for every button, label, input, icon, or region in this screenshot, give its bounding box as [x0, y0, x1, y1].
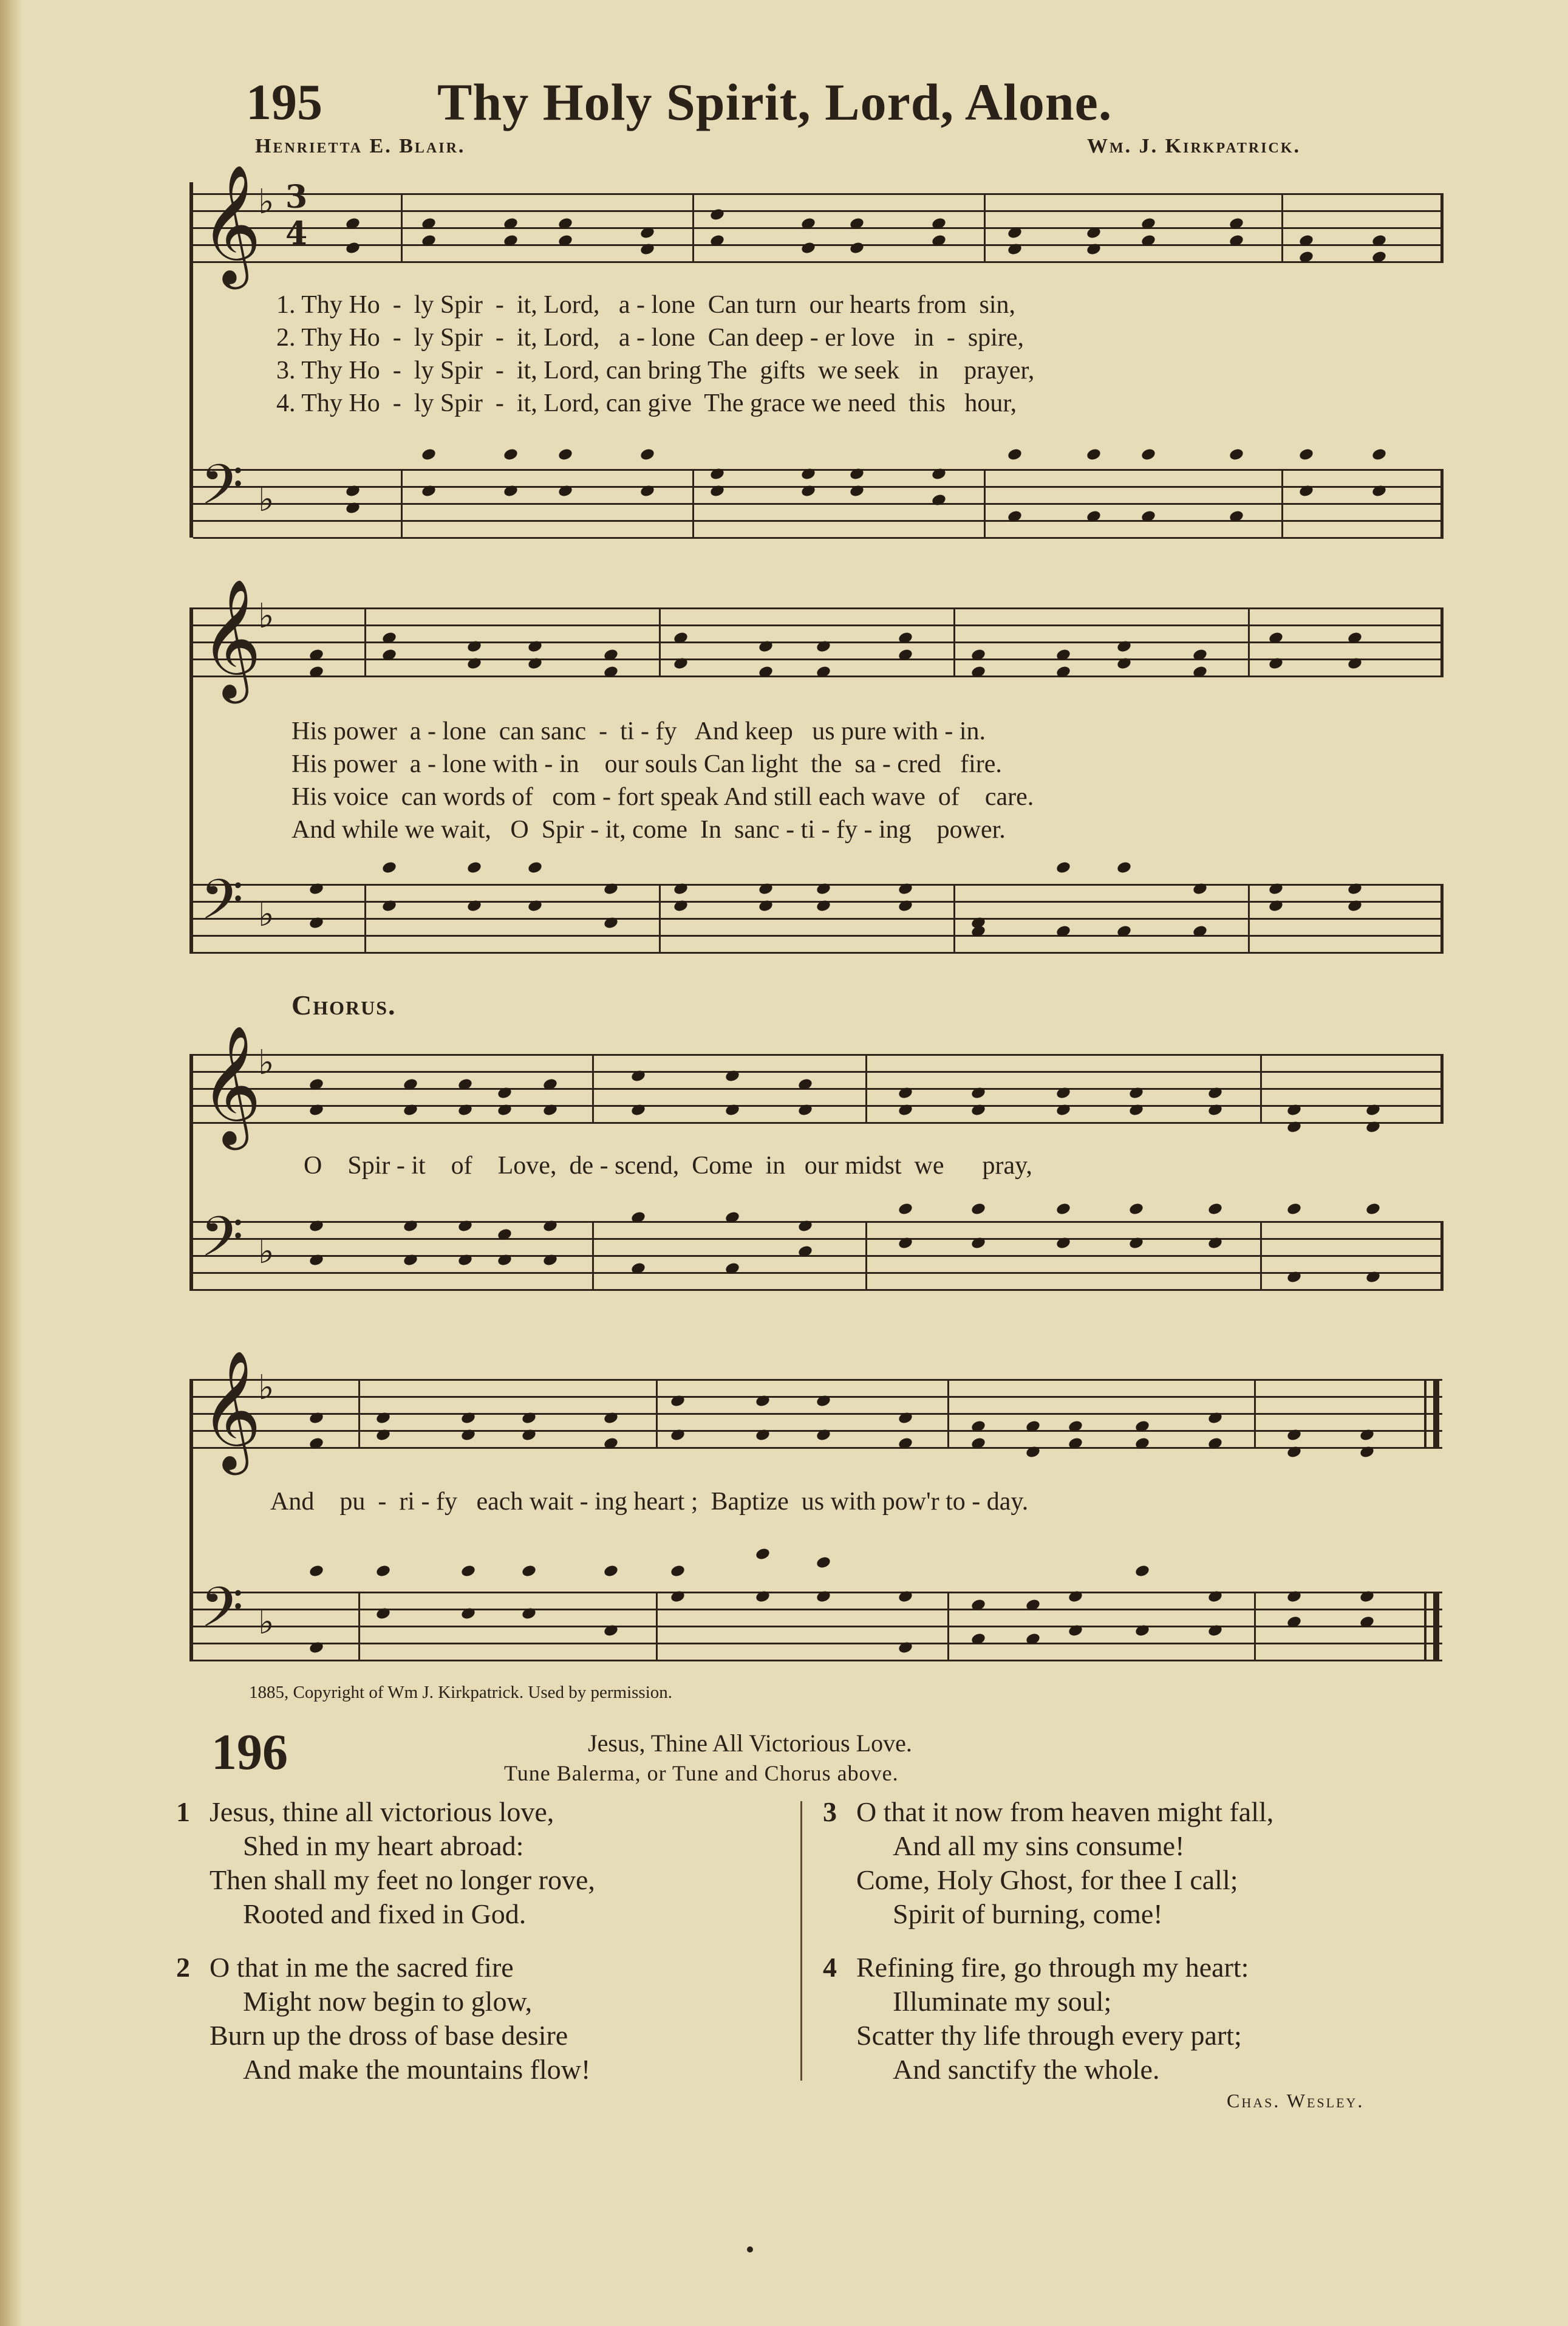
stanza-number: 2	[176, 1952, 190, 1983]
stanza-line: And sanctify the whole.	[893, 2054, 1160, 2085]
key-signature-flat-icon: ♭	[258, 1603, 274, 1642]
treble-clef-icon: 𝄞	[200, 578, 262, 699]
key-signature-flat-icon: ♭	[258, 182, 274, 222]
stanza-line: Scatter thy life through every part;	[856, 2020, 1242, 2051]
stanza-line: And all my sins consume!	[893, 1830, 1185, 1861]
lyric-line: His power a - lone can sanc - ti - fy And keep us pure with - in.	[291, 717, 986, 745]
key-signature-flat-icon: ♭	[258, 480, 274, 519]
column-divider	[800, 1801, 802, 2081]
hymn-number: 195	[246, 74, 322, 131]
page-binding-edge	[0, 0, 23, 2326]
lyric-line: 3. Thy Ho - ly Spir - it, Lord, can bring The gifts we seek in prayer,	[276, 357, 1035, 385]
stanza-line: Illuminate my soul;	[893, 1986, 1112, 2017]
stanza-line: Come, Holy Ghost, for thee I call;	[856, 1864, 1238, 1895]
bass-clef-icon: 𝄢	[200, 453, 244, 530]
copyright-notice: 1885, Copyright of Wm J. Kirkpatrick. Used by permission.	[249, 1683, 673, 1702]
stanza-line: O that it now from heaven might fall,	[856, 1796, 1274, 1827]
key-signature-flat-icon: ♭	[258, 597, 274, 636]
lyric-line: 2. Thy Ho - ly Spir - it, Lord, a - lone Can deep - er love in - spire,	[276, 324, 1024, 352]
hymn-author: Chas. Wesley.	[1227, 2090, 1365, 2112]
key-signature-flat-icon: ♭	[258, 895, 274, 934]
lyric-line: His power a - lone with - in our souls Can light the sa - cred fire.	[291, 750, 1002, 778]
lyric-line: His voice can words of com - fort speak And still each wave of care.	[291, 783, 1034, 811]
tune-note: Tune Balerma, or Tune and Chorus above.	[504, 1761, 899, 1785]
bass-clef-icon: 𝄢	[200, 1575, 244, 1653]
stanza-number: 4	[823, 1952, 837, 1983]
key-signature-flat-icon: ♭	[258, 1368, 274, 1408]
composer: Wm. J. Kirkpatrick.	[1087, 135, 1301, 157]
chorus-lyric-line: And pu - ri - fy each wait - ing heart ; Baptize us with pow'r to - day.	[270, 1488, 1029, 1516]
stanza-line: Then shall my feet no longer rove,	[210, 1864, 595, 1895]
stanza-number: 3	[823, 1796, 837, 1827]
stanza-line: Rooted and fixed in God.	[243, 1898, 527, 1929]
key-signature-flat-icon: ♭	[258, 1043, 274, 1083]
lyric-line: 4. Thy Ho - ly Spir - it, Lord, can give The grace we need this hour,	[276, 389, 1017, 417]
stanza-line: Shed in my heart abroad:	[243, 1830, 524, 1861]
treble-clef-icon: 𝄞	[200, 1025, 262, 1145]
stanza-line: Burn up the dross of base desire	[210, 2020, 568, 2051]
page-dot	[747, 2246, 753, 2252]
lyric-line: 1. Thy Ho - ly Spir - it, Lord, a - lone Can turn our hearts from sin,	[276, 291, 1016, 319]
hymn-number: 196	[211, 1724, 288, 1780]
time-signature: 3 4	[285, 179, 308, 252]
stanza-line: And make the mountains flow!	[243, 2054, 591, 2085]
chorus-label: Chorus.	[291, 990, 397, 1021]
hymn-title: Jesus, Thine All Victorious Love.	[588, 1729, 912, 1757]
stanza-line: Might now begin to glow,	[243, 1986, 533, 2017]
stanza-number: 1	[176, 1796, 190, 1827]
treble-clef-icon: 𝄞	[200, 1350, 262, 1470]
chorus-lyric-line: O Spir - it of Love, de - scend, Come in our midst we pray,	[304, 1152, 1032, 1180]
bass-clef-icon: 𝄢	[200, 867, 244, 945]
hymn-title: Thy Holy Spirit, Lord, Alone.	[437, 73, 1113, 131]
stanza-line: Refining fire, go through my heart:	[856, 1952, 1249, 1983]
treble-clef-icon: 𝄞	[200, 164, 262, 284]
lyricist: Henrietta E. Blair.	[255, 135, 466, 157]
stanza-line: Spirit of burning, come!	[893, 1898, 1163, 1929]
stanza-line: Jesus, thine all victorious love,	[210, 1796, 554, 1827]
key-signature-flat-icon: ♭	[258, 1232, 274, 1271]
stanza-line: O that in me the sacred fire	[210, 1952, 514, 1983]
lyric-line: And while we wait, O Spir - it, come In sanc - ti - fy - ing power.	[291, 816, 1006, 844]
bass-clef-icon: 𝄢	[200, 1205, 244, 1282]
